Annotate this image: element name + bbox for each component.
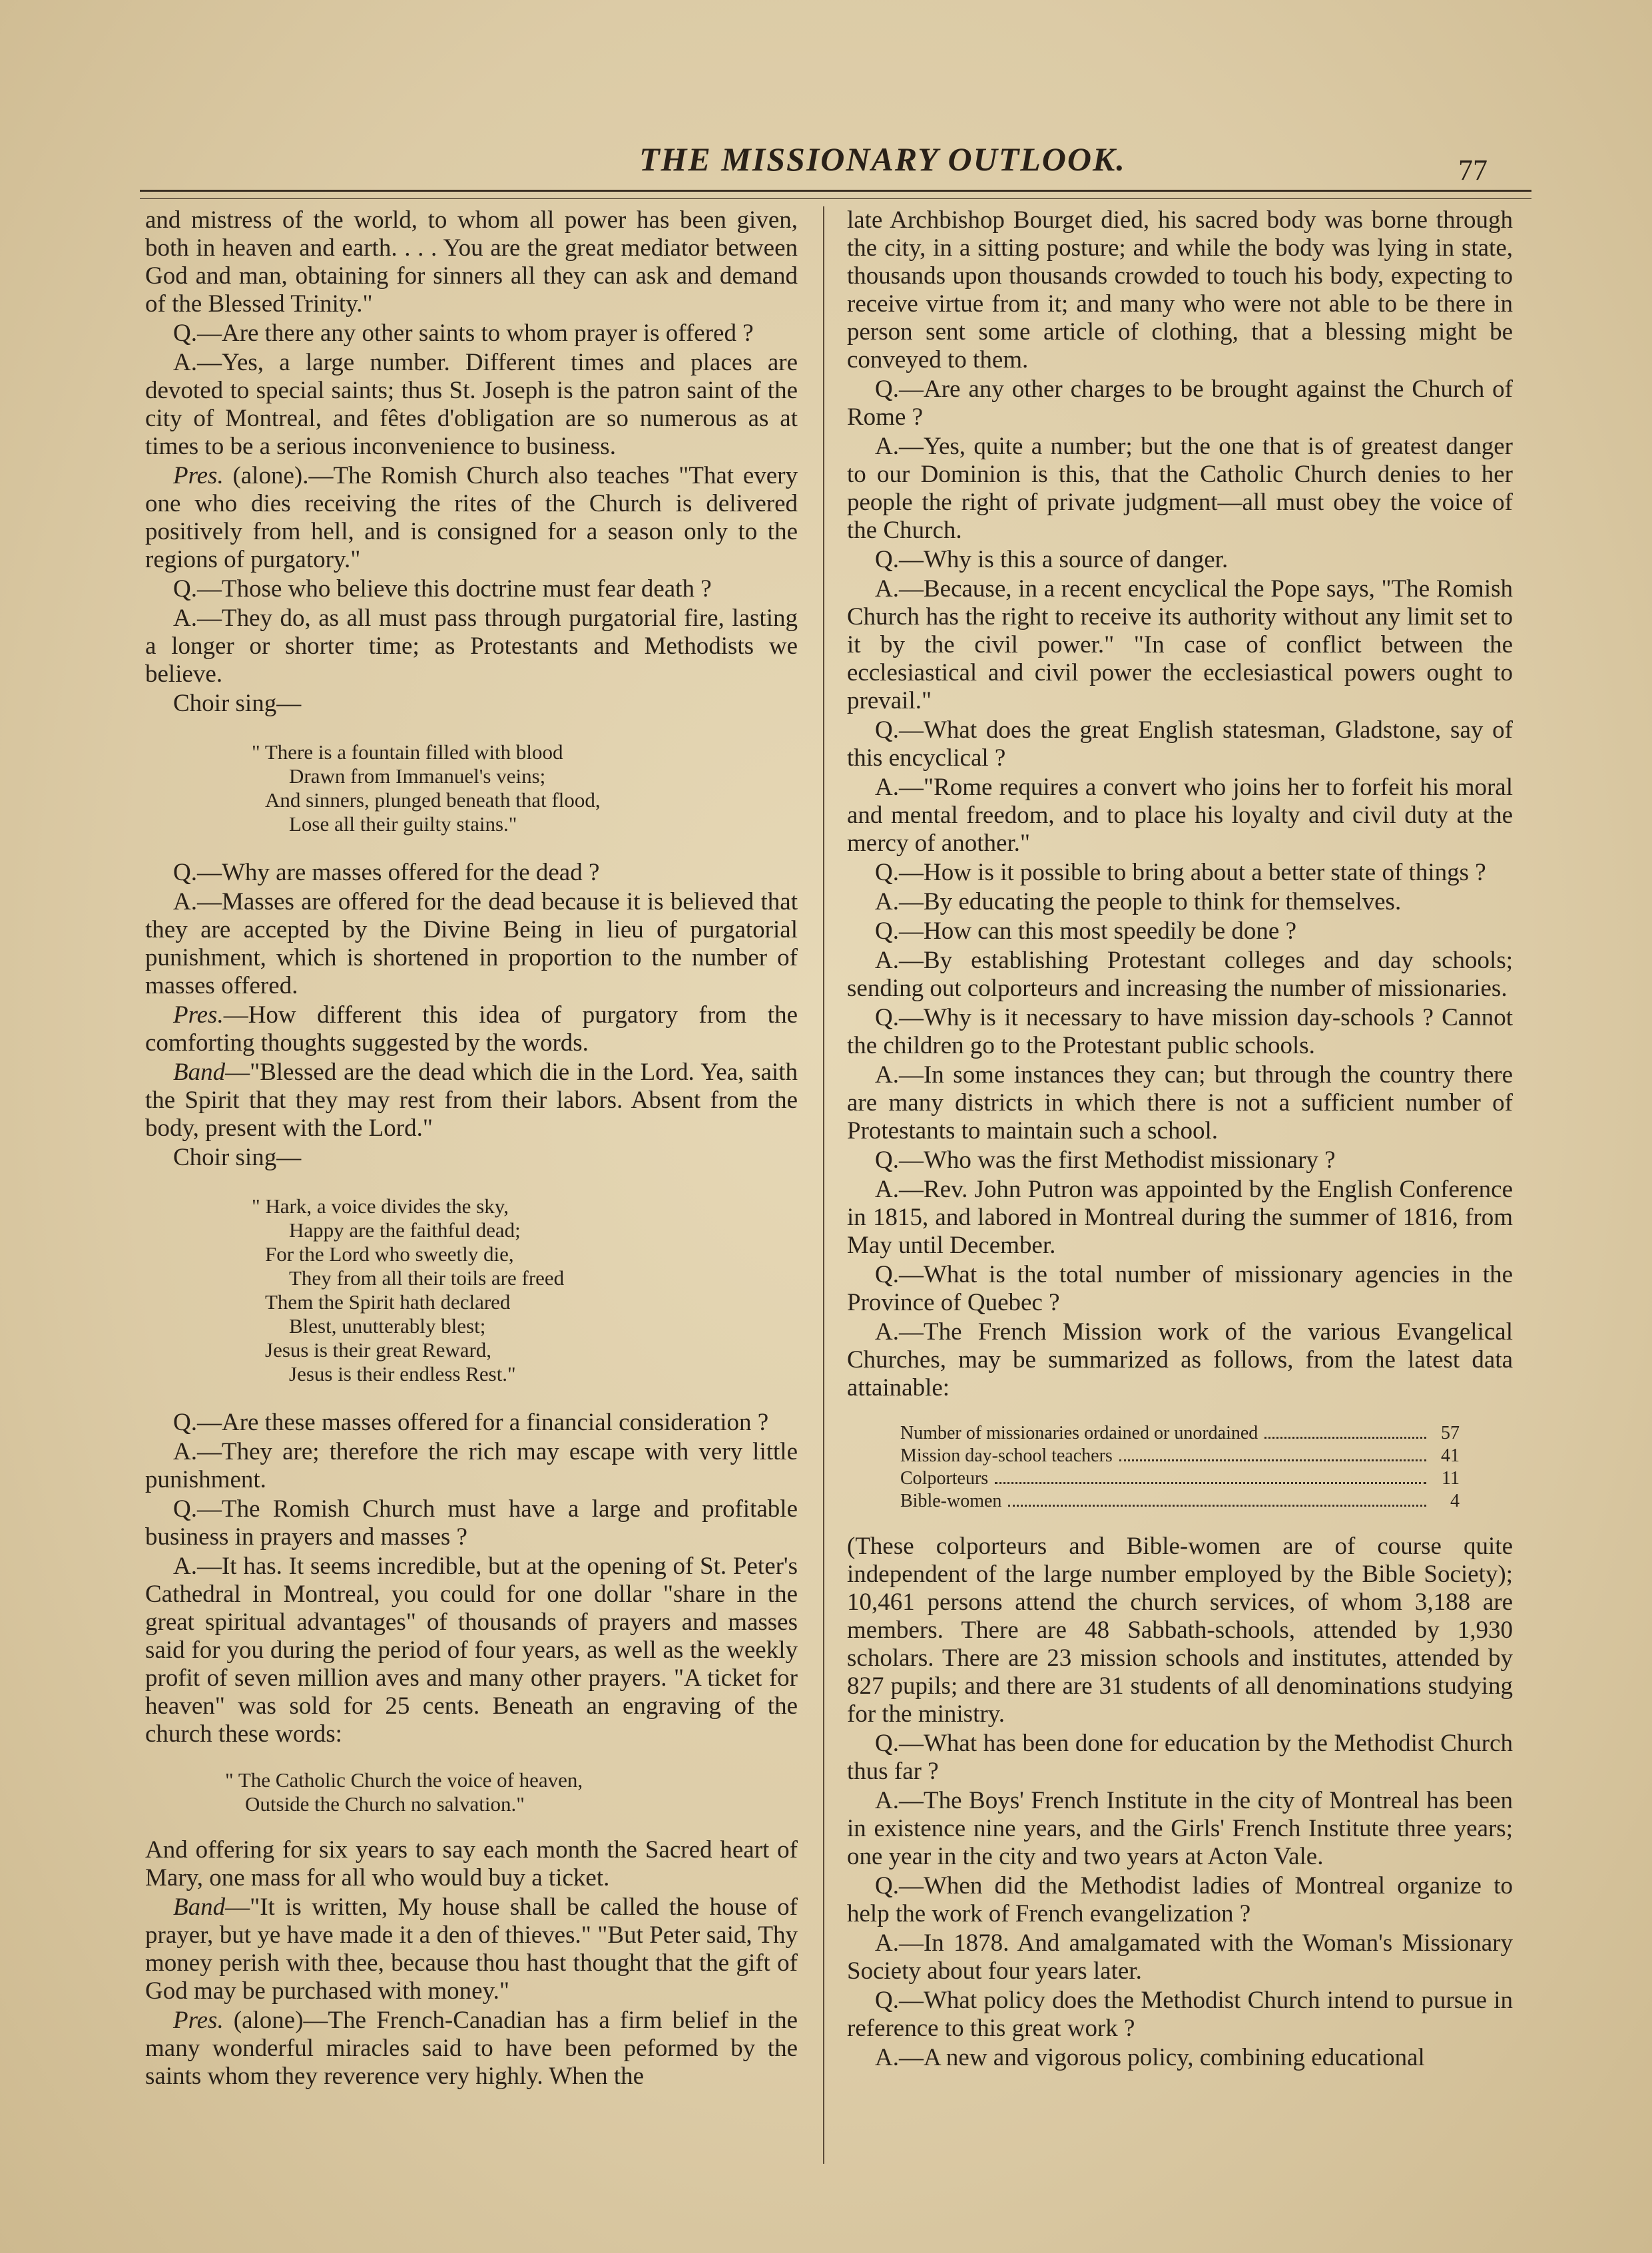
row-label: Mission day-school teachers [900, 1445, 1113, 1466]
answer: A.—Yes, quite a number; but the one that is of greatest danger to our Dominion is this, that the Catholic Church denies to her people the right of private judgment—all must obey the voice of the Church. [847, 433, 1513, 544]
speaker-line [145, 1893, 798, 2005]
table-row [900, 1422, 1460, 1445]
quote-line: " The Catholic Church the voice of heaven, [225, 1768, 583, 1792]
question: Q.—What does the great English statesman, Gladstone, say of this encyclical ? [847, 716, 1513, 772]
dot-leader [995, 1482, 1426, 1484]
hymn-verse [252, 740, 798, 836]
speaker-line [145, 2007, 798, 2091]
row-label: Colporteurs [900, 1468, 989, 1489]
speaker-name: Pres. [173, 1001, 224, 1029]
column-divider [823, 206, 824, 2164]
running-header [133, 133, 1518, 193]
question: Q.—Those who believe this doctrine must fear death ? [173, 575, 712, 603]
paragraph: (These colporteurs and Bible-women are of course quite independent of the large number employed by the Bible Society); 10,461 persons attend the church services, of whom 3,188 are members. There are 48 Sabbath-schools, attended by 1,930 scholars. There are 23 mission schools and institutes, attended by 827 pupils; and there are 31 students of all denominations studying for the ministry. [847, 1533, 1513, 1728]
verse-line: " Hark, a voice divides the sky, [252, 1194, 509, 1218]
speaker-text: (alone)—The French-Canadian has a firm belief in the many wonderful miracles said to have been peformed by the saints whom they reverence very highly. When the [145, 2007, 798, 2090]
answer: A.—In 1878. And amalgamated with the Woman's Missionary Society about four years later. [847, 1929, 1513, 1985]
speaker-line [145, 1059, 798, 1142]
header-rule [140, 190, 1531, 192]
question: Q.—Are these masses offered for a financial consideration ? [173, 1409, 769, 1436]
choir-cue: Choir sing— [173, 1144, 302, 1171]
answer: A.—Yes, a large number. Different times and places are devoted to special saints; thus St. Joseph is the patron saint of the city of Montreal, and fêtes d'obligation are so numerous as at times to be a serious inconvenience to business. [145, 349, 798, 460]
answer: A.—They are; therefore the rich may escape with very little punishment. [145, 1438, 798, 1493]
speaker-text: —"It is written, My house shall be called the house of prayer, but ye have made it a den of thieves." "But Peter said, Thy money perish with thee, because thou hast thought that the gift of God may be purchased with money." [145, 1893, 798, 2005]
answer: A.—A new and vigorous policy, combining educational [875, 2044, 1425, 2071]
speaker-text: —How different this idea of purgatory from the comforting thoughts suggested by the words. [145, 1001, 798, 1057]
answer: A.—They do, as all must pass through purgatorial fire, lasting a longer or shorter time; as Protestants and Methodists we believe. [145, 605, 798, 688]
speaker-text: —"Blessed are the dead which die in the Lord. Yea, saith the Spirit that they may rest from their labors. Absent from the body, present with the Lord." [145, 1059, 798, 1142]
question: Q.—Are any other charges to be brought against the Church of Rome ? [847, 376, 1513, 431]
paragraph: and mistress of the world, to whom all power has been given, both in heaven and earth. . . . You are the great mediator between God and man, obtaining for sinners all they can ask and demand of the Blessed Trinity." [145, 206, 798, 318]
verse-line: Lose all their guilty stains." [289, 812, 517, 836]
answer: A.—Masses are offered for the dead because it is believed that they are accepted by the Divine Being in lieu of purgatorial punishment, which is shortened in proportion to the number of masses offered. [145, 888, 798, 999]
question: Q.—What has been done for education by the Methodist Church thus far ? [847, 1730, 1513, 1785]
speaker-line [145, 462, 798, 574]
question: Q.—What is the total number of missionary agencies in the Province of Quebec ? [847, 1261, 1513, 1316]
agencies-table [900, 1422, 1460, 1513]
question: Q.—Why is it necessary to have mission day-schools ? Cannot the children go to the Protestant public schools. [847, 1004, 1513, 1059]
speaker-name: Pres. [173, 462, 224, 489]
page-title: THE MISSIONARY OUTLOOK. [639, 140, 1126, 178]
answer: A.—The French Mission work of the various Evangelical Churches, may be summarized as follows, from the latest data attainable: [847, 1318, 1513, 1401]
verse-line: Drawn from Immanuel's veins; [289, 764, 546, 788]
answer: A.—Rev. John Putron was appointed by the English Conference in 1815, and labored in Montreal during the summer of 1816, from May until December. [847, 1176, 1513, 1259]
table-row [900, 1467, 1460, 1490]
verse-line: For the Lord who sweetly die, [265, 1242, 514, 1266]
question: Q.—Why are masses offered for the dead ? [173, 859, 600, 886]
hymn-verse [252, 1194, 798, 1386]
row-label: Number of missionaries ordained or unordained [900, 1423, 1258, 1443]
verse-line: Blest, unutterably blest; [289, 1314, 486, 1338]
paragraph: And offering for six years to say each month the Sacred heart of Mary, one mass for all who would buy a ticket. [145, 1836, 798, 1891]
answer: A.—In some instances they can; but through the country there are many districts in which there is not a sufficient number of Protestants to maintain such a school. [847, 1061, 1513, 1144]
answer: A.—It has. It seems incredible, but at the opening of St. Peter's Cathedral in Montreal, you could for one dollar "share in the great spiritual advantages" of thousands of prayers and masses said for you during the period of four years, as well as the weekly profit of seven million aves and many other prayers. "A ticket for heaven" was sold for 25 cents. Beneath an engraving of the church these words: [145, 1553, 798, 1748]
question: Q.—How can this most speedily be done ? [875, 917, 1296, 945]
page-number: 77 [1458, 154, 1488, 186]
answer: A.—The Boys' French Institute in the city of Montreal has been in existence nine years, and the Girls' French Institute three years; one year in the city and two years at Acton Vale. [847, 1787, 1513, 1870]
answer: A.—By educating the people to think for themselves. [875, 888, 1402, 915]
header-rule-thin [140, 198, 1531, 199]
speaker-name: Band [173, 1059, 226, 1086]
question: Q.—How is it possible to bring about a better state of things ? [875, 859, 1486, 886]
verse-line: Happy are the faithful dead; [289, 1218, 521, 1242]
row-value: 57 [1441, 1423, 1460, 1443]
question: Q.—Are there any other saints to whom prayer is offered ? [173, 320, 754, 347]
speaker-line [145, 1001, 798, 1057]
table-row [900, 1490, 1460, 1513]
verse-line: They from all their toils are freed [289, 1266, 565, 1290]
question: Q.—Why is this a source of danger. [875, 546, 1229, 573]
choir-cue: Choir sing— [173, 690, 302, 717]
verse-line: Them the Spirit hath declared [265, 1290, 511, 1314]
row-label: Bible-women [900, 1491, 1002, 1511]
verse-line: And sinners, plunged beneath that flood, [265, 788, 601, 812]
dot-leader [1264, 1437, 1426, 1439]
dot-leader [1119, 1459, 1426, 1461]
row-value: 41 [1441, 1445, 1460, 1466]
speaker-name: Pres. [173, 2007, 224, 2034]
answer: A.—Because, in a recent encyclical the Pope says, "The Romish Church has the right to receive its authority without any limit set to it by the civil power." "In case of conflict between the ecclesiastical and civil power the ecclesiastical powers ought to prevail." [847, 575, 1513, 714]
dot-leader [1008, 1505, 1426, 1507]
question: Q.—What policy does the Methodist Church intend to pursue in reference to this great work ? [847, 1987, 1513, 2042]
row-value: 4 [1450, 1491, 1460, 1511]
question: Q.—When did the Methodist ladies of Montreal organize to help the work of French evangelization ? [847, 1872, 1513, 1927]
right-column [847, 206, 1513, 2073]
quote-line: Outside the Church no salvation." [245, 1792, 525, 1816]
left-column [145, 206, 798, 2092]
answer: A.—By establishing Protestant colleges and day schools; sending out colporteurs and increasing the number of missionaries. [847, 947, 1513, 1002]
verse-line: " There is a fountain filled with blood [252, 740, 563, 764]
verse-line: Jesus is their great Reward, [265, 1338, 492, 1362]
table-row [900, 1445, 1460, 1467]
verse-line: Jesus is their endless Rest." [289, 1362, 516, 1385]
engraving-quote [225, 1768, 798, 1816]
row-value: 11 [1442, 1468, 1460, 1489]
speaker-name: Band [173, 1893, 226, 1921]
question: Q.—Who was the first Methodist missionary ? [875, 1146, 1336, 1174]
answer: A.—"Rome requires a convert who joins her to forfeit his moral and mental freedom, and to place his loyalty and civil duty at the mercy of another." [847, 774, 1513, 857]
question: Q.—The Romish Church must have a large and profitable business in prayers and masses ? [145, 1495, 798, 1551]
paragraph: late Archbishop Bourget died, his sacred body was borne through the city, in a sitting posture; and while the body was lying in state, thousands upon thousands crowded to touch his body, expecting to receive virtue from it; and many who were not able to be there in person sent some article of clothing, that a blessing might be conveyed to them. [847, 206, 1513, 374]
speaker-text: (alone).—The Romish Church also teaches "That every one who dies receiving the rites of the Church is delivered positively from hell, and is consigned for a season only to the regions of purgatory." [145, 462, 798, 573]
